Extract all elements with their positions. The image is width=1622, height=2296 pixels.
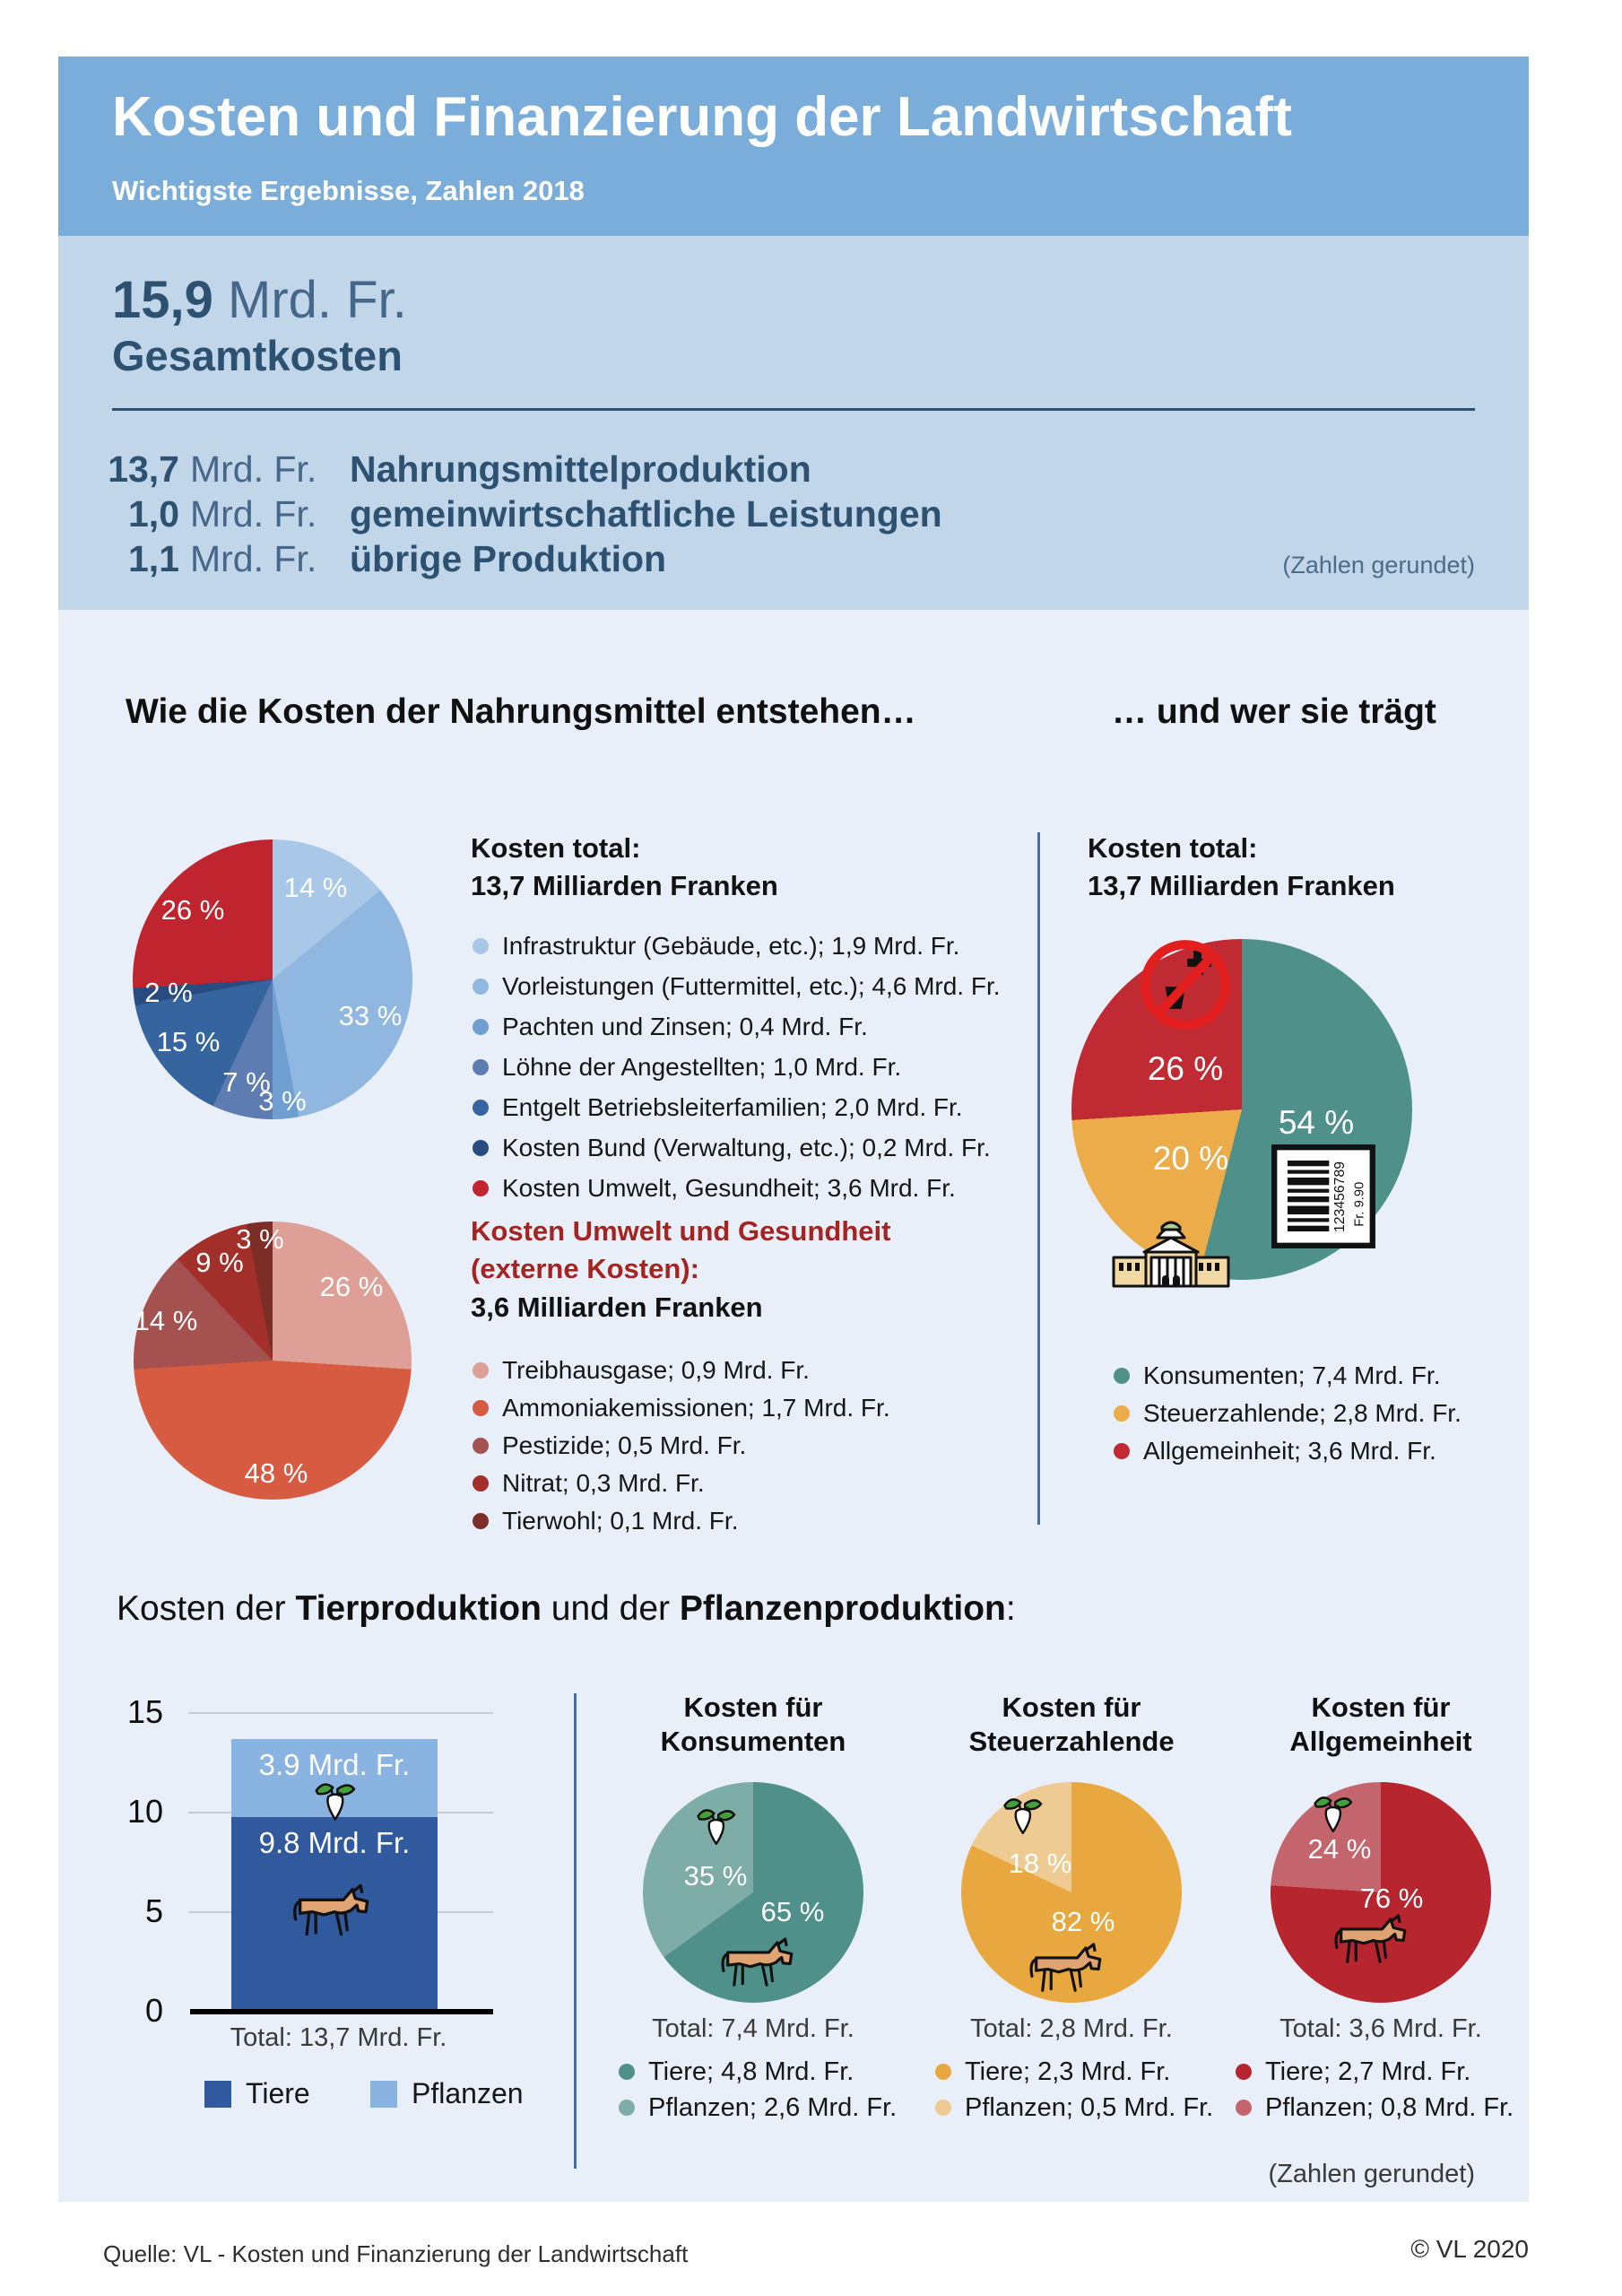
legend-item-label: Pflanzen; 0,8 Mrd. Fr. [1265,2092,1514,2122]
legend-item-label: Löhne der Angestellten; 1,0 Mrd. Fr. [502,1053,902,1081]
turnip-icon [692,1805,739,1851]
legend-item [619,2092,897,2124]
heading-part: und der [541,1589,680,1628]
legend-dot [1236,2100,1252,2116]
small-pie-total: Total: 7,4 Mrd. Fr. [652,2014,854,2043]
turnip-icon [1309,1792,1356,1839]
legend-item-label: Treibhausgase; 0,9 Mrd. Fr. [502,1356,810,1384]
section-heading-left: Wie die Kosten der Nahrungsmittel entstehen… [126,692,916,731]
percent-label: 15 % [156,1026,221,1057]
turnip-icon [999,1794,1045,1840]
legend-dot [473,1475,489,1492]
small-pie-title: Allgemeinheit [1289,1726,1472,1757]
summary-row-value: 1,0 [128,493,179,535]
bar-total-label: Total: 13,7 Mrd. Fr. [230,2023,447,2052]
legend-item [619,2056,854,2088]
legend-item [473,930,959,962]
page-title: Kosten und Finanzierung der Landwirtschaft [112,86,1292,148]
legend-item [1114,1360,1441,1392]
small-pie-total: Total: 2,8 Mrd. Fr. [970,2014,1173,2043]
percent-label: 14 % [134,1305,198,1336]
legend-item [1236,2056,1470,2088]
percent-label: 35 % [683,1860,748,1892]
legend-item [473,1430,746,1462]
legend-dot [1236,2064,1252,2080]
legend-item [473,1505,738,1537]
percent-label: 2 % [144,977,193,1008]
legend-item [1236,2092,1514,2124]
legend-item [473,1132,991,1164]
y-axis-tick: 15 [126,1693,163,1730]
small-pie-total: Total: 3,6 Mrd. Fr. [1279,2014,1482,2043]
legend-title-red: (externe Kosten): [471,1253,699,1284]
legend-item-label: Nitrat; 0,3 Mrd. Fr. [502,1469,705,1497]
percent-label: 33 % [338,1000,403,1031]
bar-legend-item [204,2077,310,2110]
summary-row-label: übrige Produktion [350,538,667,579]
legend-item-label: Tiere; 2,7 Mrd. Fr. [1265,2057,1471,2086]
total-cost-value: 15,9 [112,271,213,329]
legend-dot [473,1513,489,1529]
source-note: Quelle: VL - Kosten und Finanzierung der Landwirtschaft [103,2240,689,2267]
legend-dot [473,1438,489,1454]
legend-title: Kosten total: [471,832,641,864]
percent-label: 76 % [1359,1883,1424,1914]
total-cost-label: Gesamtkosten [112,332,403,379]
total-cost-unit: Mrd. Fr. [228,271,407,329]
no-drinking-water-icon [1135,935,1236,1035]
legend-item-label: Tiere [246,2077,310,2109]
legend-item-label: Pflanzen [412,2077,524,2109]
summary-row-label: Nahrungsmittelproduktion [350,448,811,490]
summary-row-label: gemeinwirtschaftliche Leistungen [350,493,942,535]
small-pie-title: Steuerzahlende [968,1726,1175,1757]
legend-title: Kosten total: [1088,832,1258,864]
legend-item-label: Steuerzahlende; 2,8 Mrd. Fr. [1143,1399,1462,1427]
legend-item-label: Vorleistungen (Futtermittel, etc.); 4,6 Mrd. Fr. [502,972,1001,1000]
summary-row-value: 13,7 [108,448,179,490]
summary-row-unit: Mrd. Fr. [190,448,317,490]
legend-item [1114,1435,1436,1467]
legend-dot [473,938,489,954]
price-tag-barcode-icon [1271,1144,1376,1249]
legend-swatch [204,2081,231,2108]
legend-item-label: Infrastruktur (Gebäude, etc.); 1,9 Mrd. Fr. [502,932,960,960]
cow-icon [718,1935,803,1989]
heading-part-bold: Tierproduktion [295,1589,542,1628]
percent-label: 7 % [222,1066,271,1098]
legend-item [1114,1397,1462,1430]
legend-item-label: Allgemeinheit; 3,6 Mrd. Fr. [1143,1437,1436,1465]
copyright-note: © VL 2020 [1410,2235,1529,2263]
legend-item-label: Tiere; 2,3 Mrd. Fr. [965,2057,1171,2086]
legend-item [935,2092,1213,2124]
column-divider [1037,832,1040,1525]
small-pie-title: Kosten für [1002,1692,1141,1723]
header-panel [58,57,1529,236]
small-pie-title: Kosten für [1311,1692,1451,1723]
bar-value-label: 3.9 Mrd. Fr. [258,1748,411,1781]
parliament-building-icon [1108,1207,1234,1290]
legend-item [473,1091,963,1124]
small-pie-title: Kosten für [683,1692,823,1723]
percent-label: 20 % [1152,1140,1229,1177]
cow-icon [1027,1941,1112,1995]
legend-dot [935,2100,951,2116]
percent-label: 3 % [258,1085,307,1117]
percent-label: 82 % [1051,1906,1115,1937]
legend-title-red: Kosten Umwelt und Gesundheit [471,1215,891,1247]
legend-dot [473,1100,489,1116]
percent-label: 3 % [236,1223,284,1255]
legend-swatch [370,2081,397,2108]
bar-value-label: 9.8 Mrd. Fr. [258,1826,411,1859]
legend-dot [473,1180,489,1196]
legend-dot [1114,1443,1130,1459]
percent-label: 65 % [760,1896,825,1927]
legend-item [473,1354,810,1387]
legend-item [473,1467,705,1500]
heading-part: Kosten der [117,1589,296,1628]
heading-part-bold: Pflanzenproduktion [679,1589,1006,1628]
summary-row-unit: Mrd. Fr. [190,493,317,535]
legend-dot [473,1400,489,1416]
cow-icon [290,1882,379,1939]
summary-row-value: 1,1 [128,538,179,579]
percent-label: 54 % [1278,1104,1355,1141]
legend-dot [473,1362,489,1378]
summary-row-unit: Mrd. Fr. [190,538,317,579]
percent-label: 26 % [160,894,225,926]
legend-item-label: Tiere; 4,8 Mrd. Fr. [648,2057,854,2086]
legend-item [473,1051,901,1083]
column-divider [574,1693,577,2169]
legend-subtitle: 3,6 Milliarden Franken [471,1292,763,1323]
percent-label: 48 % [244,1457,308,1489]
legend-item-label: Pestizide; 0,5 Mrd. Fr. [502,1431,747,1459]
legend-dot [473,1019,489,1035]
legend-item-label: Pflanzen; 0,5 Mrd. Fr. [965,2092,1214,2122]
y-axis-tick: 10 [126,1793,163,1830]
bar-legend-item [370,2077,524,2110]
turnip-icon [310,1779,359,1827]
legend-item [473,1011,868,1043]
x-axis [190,2009,493,2014]
legend-subtitle: 13,7 Milliarden Franken [1088,870,1395,901]
legend-dot [1114,1405,1130,1422]
cow-icon [1331,1912,1417,1966]
legend-dot [473,1059,489,1075]
percent-label: 26 % [1147,1050,1224,1087]
y-axis-tick: 0 [144,1992,163,2029]
legend-item [473,970,1001,1003]
section-heading-right: … und wer sie trägt [1112,692,1436,731]
heading-part: : [1005,1589,1016,1628]
legend-dot [473,978,489,995]
legend-item-label: Tierwohl; 0,1 Mrd. Fr. [502,1507,739,1535]
legend-item [473,1172,956,1205]
small-pie-title: Konsumenten [660,1726,846,1757]
summary-panel [58,236,1529,610]
legend-item-label: Pflanzen; 2,6 Mrd. Fr. [648,2092,898,2122]
percent-label: 14 % [283,872,348,903]
legend-item [935,2056,1170,2088]
legend-subtitle: 13,7 Milliarden Franken [471,870,778,901]
legend-item-label: Konsumenten; 7,4 Mrd. Fr. [1143,1361,1441,1389]
percent-label: 26 % [319,1271,384,1302]
legend-dot [619,2100,635,2116]
rounding-note-bottom: (Zahlen gerundet) [1268,2160,1475,2188]
legend-item-label: Kosten Bund (Verwaltung, etc.); 0,2 Mrd. Fr. [502,1134,991,1161]
percent-label: 9 % [195,1247,244,1278]
summary-divider [112,408,1475,411]
legend-item-label: Entgelt Betriebsleiterfamilien; 2,0 Mrd. Fr. [502,1093,963,1121]
legend-item [473,1392,890,1424]
legend-dot [473,1140,489,1156]
page-subtitle: Wichtigste Ergebnisse, Zahlen 2018 [112,175,585,206]
percent-label: 24 % [1307,1833,1372,1865]
total-cost-line [112,270,407,330]
legend-item-label: Kosten Umwelt, Gesundheit; 3,6 Mrd. Fr. [502,1174,956,1202]
legend-item-label: Pachten und Zinsen; 0,4 Mrd. Fr. [502,1013,868,1040]
legend-dot [935,2064,951,2080]
legend-item-label: Ammoniakemissionen; 1,7 Mrd. Fr. [502,1394,890,1422]
legend-dot [1114,1368,1130,1384]
y-axis-tick: 5 [144,1892,163,1929]
percent-label: 18 % [1008,1848,1072,1879]
rounding-note-top: (Zahlen gerundet) [1282,552,1475,578]
gridline [188,1712,493,1714]
section-heading-bottom [117,1589,1016,1629]
legend-dot [619,2064,635,2080]
